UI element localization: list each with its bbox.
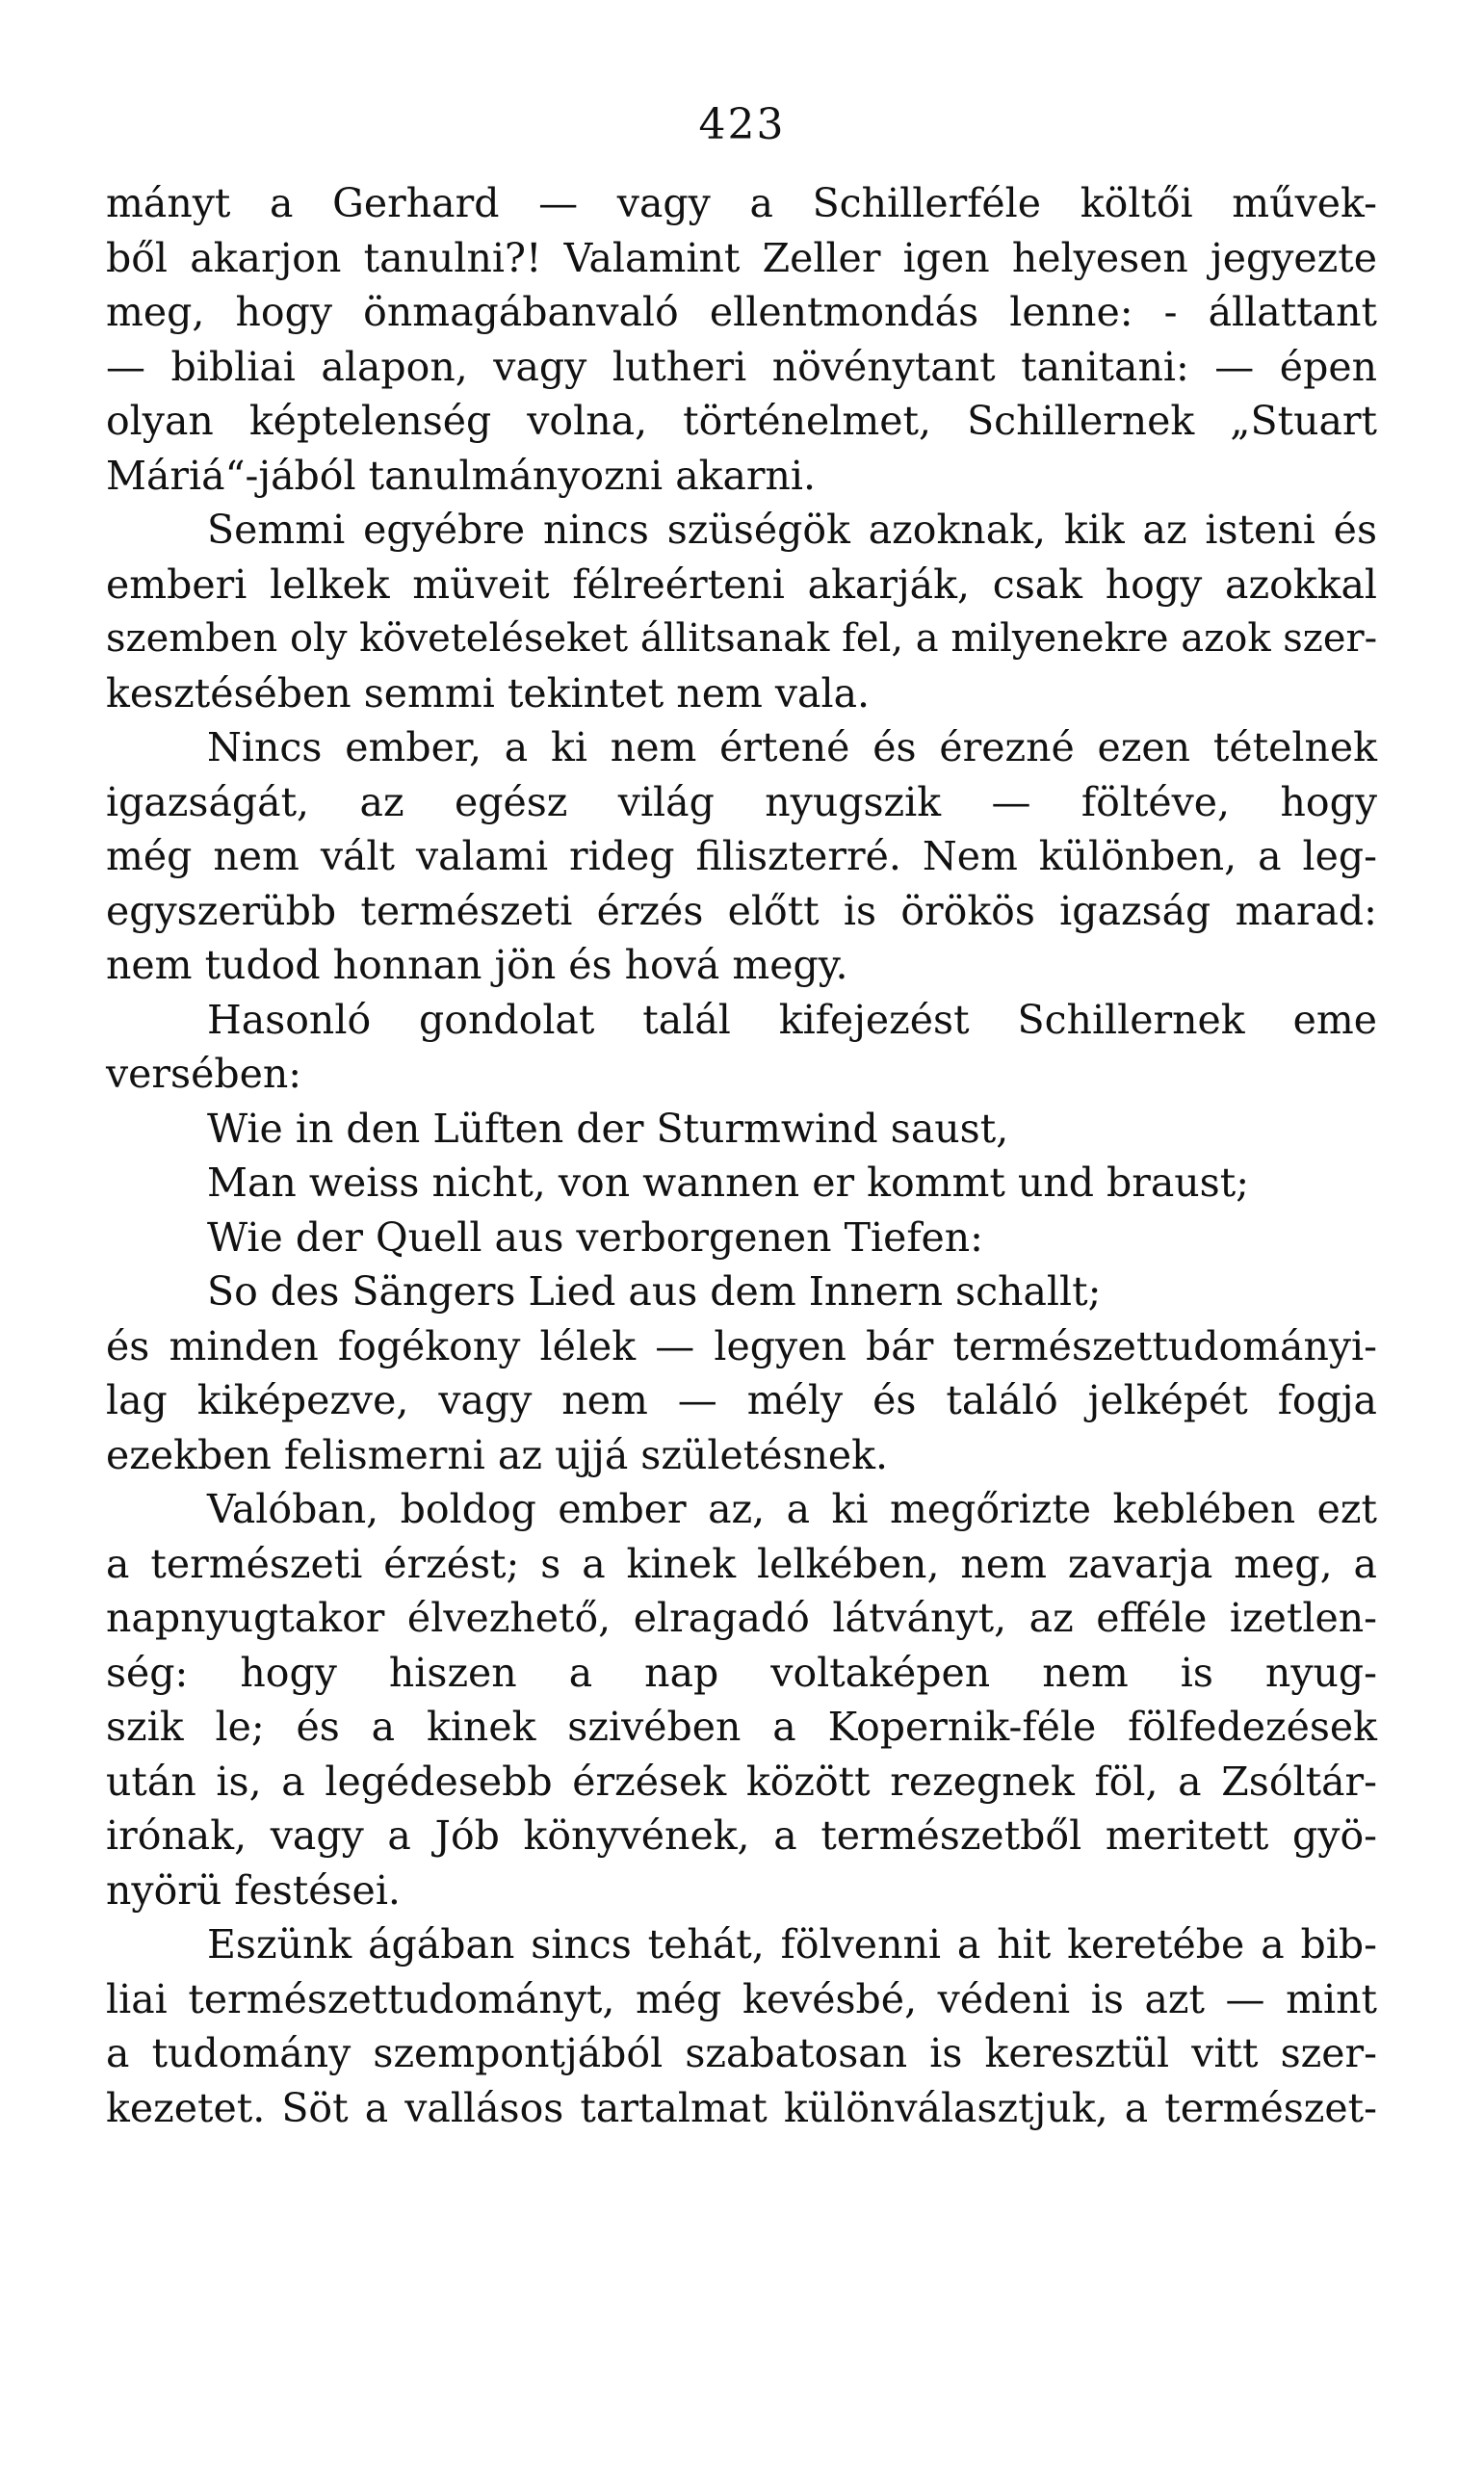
text-line: Eszünk ágában sincs tehát, fölvenni a hit keretébe a bib- bbox=[207, 1921, 1377, 1968]
text-line: Máriá“-jából tanulmányozni akarni. bbox=[106, 452, 817, 499]
text-line: Semmi egyébre nincs szüségök azoknak, kik az isteni és bbox=[207, 507, 1377, 553]
text-line: egyszerübb természeti érzés előtt is örökös igazság marad: bbox=[106, 887, 1377, 934]
text-line: irónak, vagy a Jób könyvének, a természetből meritett gyö- bbox=[106, 1812, 1377, 1859]
text-line: Wie in den Lüften der Sturmwind saust, bbox=[207, 1105, 1009, 1152]
text-line: mányt a Gerhard — vagy a Schillerféle költői művek- bbox=[106, 180, 1377, 226]
text-line: olyan képtelenség volna, történelmet, Schillernek „Stuart bbox=[106, 398, 1377, 444]
text-line: nem tudod honnan jön és hová megy. bbox=[106, 942, 848, 988]
text-line: Wie der Quell aus verborgenen Tiefen: bbox=[207, 1213, 983, 1261]
text-line: szemben oly követeléseket állitsanak fel, a milyenekre azok szer- bbox=[106, 616, 1378, 661]
text-line: nyörü festései. bbox=[106, 1866, 401, 1914]
text-line: kezetet. Söt a vallásos tartalmat különválasztjuk, a természet- bbox=[106, 2084, 1377, 2131]
text-line: még nem vált valami rideg filiszterré. Nem különben, a leg- bbox=[106, 833, 1377, 879]
text-line: ség: hogy hiszen a nap voltaképen nem is nyug- bbox=[106, 1649, 1377, 1696]
text-line: Valóban, boldog ember az, a ki megőrizte keblében ezt bbox=[207, 1486, 1377, 1532]
text-line: So des Sängers Lied aus dem Innern schallt; bbox=[207, 1268, 1102, 1315]
text-line: ből akarjon tanulni?! Valamint Zeller igen helyesen jegyezte bbox=[106, 234, 1377, 281]
text-line: meg, hogy önmagábanvaló ellentmondás lenne: - állattant bbox=[106, 289, 1377, 335]
text-line: versében: bbox=[106, 1051, 302, 1097]
page-number: 423 bbox=[698, 100, 786, 149]
text-line: liai természettudományt, még kevésbé, védeni is azt — mint bbox=[106, 1975, 1377, 2022]
body-text bbox=[106, 176, 1377, 2135]
text-line: után is, a legédesebb érzések között rezegnek föl, a Zsóltár- bbox=[106, 1758, 1377, 1805]
text-line: Hasonló gondolat talál kifejezést Schillernek eme bbox=[207, 996, 1377, 1043]
text-line: napnyugtakor élvezhető, elragadó látványt, az efféle izetlen- bbox=[106, 1595, 1377, 1641]
text-line: — bibliai alapon, vagy lutheri növénytant tanitani: — épen bbox=[106, 343, 1377, 390]
text-line: a tudomány szempontjából szabatosan is keresztül vitt szer- bbox=[106, 2030, 1377, 2076]
text-line: a természeti érzést; s a kinek lelkében, nem zavarja meg, a bbox=[106, 1540, 1377, 1587]
text-line: ezekben felismerni az ujjá születésnek. bbox=[106, 1431, 889, 1478]
text-line: igazságát, az egész világ nyugszik — föltéve, hogy bbox=[106, 778, 1377, 825]
text-line: kesztésében semmi tekintet nem vala. bbox=[106, 669, 871, 717]
text-line: emberi lelkek müveit félreérteni akarják, csak hogy azokkal bbox=[106, 560, 1377, 608]
text-line: és minden fogékony lélek — legyen bár természettudományi- bbox=[106, 1322, 1377, 1369]
text-line: lag kiképezve, vagy nem — mély és találó jelképét fogja bbox=[106, 1377, 1377, 1423]
text-line: Nincs ember, a ki nem értené és érezné ezen tételnek bbox=[207, 724, 1377, 770]
text-line: Man weiss nicht, von wannen er kommt und braust; bbox=[207, 1160, 1250, 1206]
text-line: szik le; és a kinek szivében a Kopernik-féle fölfedezések bbox=[106, 1704, 1377, 1750]
